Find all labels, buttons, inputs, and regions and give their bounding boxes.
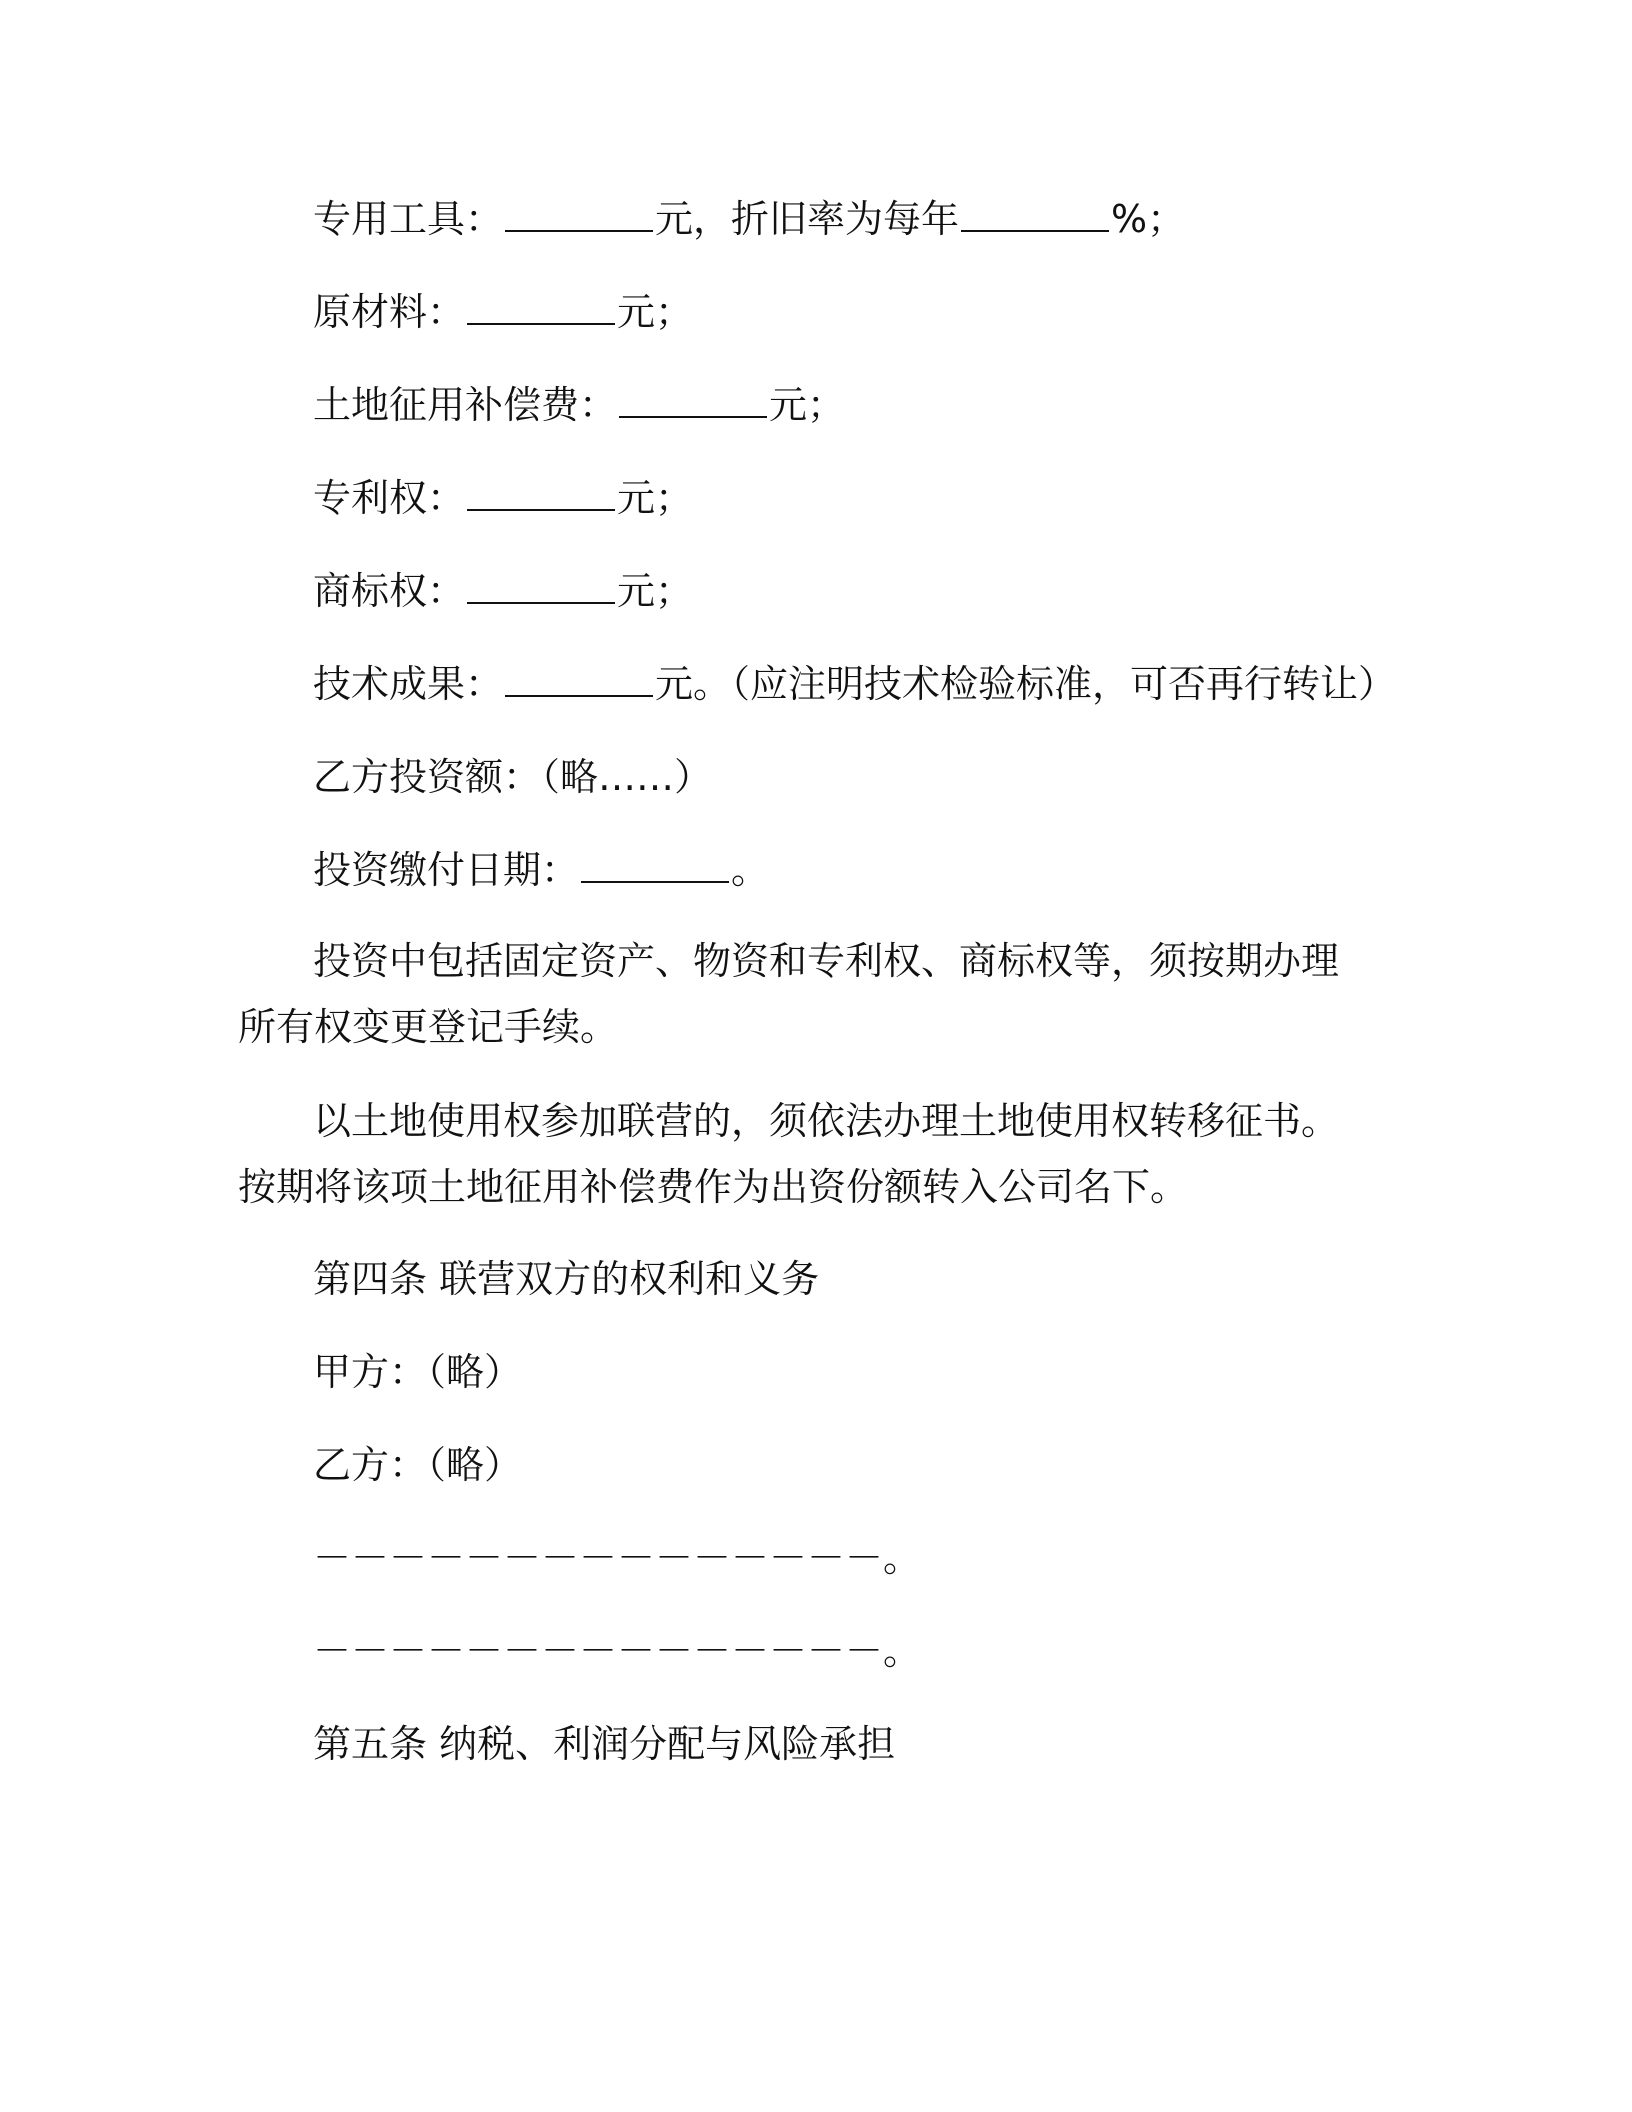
trademark-label: 商标权： <box>313 569 466 613</box>
party-b-line <box>313 1441 522 1489</box>
land-compensation-end: 元； <box>769 383 846 427</box>
dash-line-2 <box>313 1627 921 1675</box>
party-b-investment-text: 乙方投资额：（略……） <box>313 755 713 799</box>
dash-line-1-text: －－－－－－－－－－－－－－－。 <box>313 1536 922 1580</box>
patent-end: 元； <box>617 476 694 520</box>
article-4-title <box>313 1255 819 1303</box>
tech-results-label: 技术成果： <box>313 662 504 706</box>
party-a-text: 甲方：（略） <box>313 1350 523 1394</box>
article-4-title-text: 第四条 联营双方的权利和义务 <box>313 1257 820 1301</box>
party-a-line <box>313 1348 522 1396</box>
land-compensation-line <box>313 381 845 429</box>
depreciation-rate-blank <box>961 196 1109 232</box>
land-use-paragraph: 以土地使用权参加联营的，须依法办理土地使用权转移征书。按期将该项土地征用补偿费作为出资份额转入公司名下。 <box>238 1099 1340 1209</box>
payment-date-line <box>313 846 769 894</box>
assets-paragraph: 投资中包括固定资产、物资和专利权、商标权等，须按期办理所有权变更登记手续。 <box>238 939 1340 1049</box>
tech-results-line <box>313 660 1396 708</box>
payment-date-blank <box>581 847 729 883</box>
patent-label: 专利权： <box>313 476 466 520</box>
special-tools-line <box>313 195 1185 243</box>
article-5-title-text: 第五条 纳税、利润分配与风险承担 <box>313 1722 896 1766</box>
dash-line-1 <box>313 1534 921 1582</box>
raw-materials-blank <box>467 289 615 325</box>
special-tools-end: %； <box>1111 197 1186 241</box>
dash-line-2-text: －－－－－－－－－－－－－－－。 <box>313 1629 922 1673</box>
land-compensation-label: 土地征用补偿费： <box>313 383 618 427</box>
tech-results-blank <box>505 661 653 697</box>
trademark-line <box>313 567 693 615</box>
payment-date-label: 投资缴付日期： <box>313 848 580 892</box>
patent-line <box>313 474 693 522</box>
special-tools-amount-blank <box>505 196 653 232</box>
raw-materials-label: 原材料： <box>313 290 466 334</box>
tech-results-end: 元。（应注明技术检验标准，可否再行转让） <box>655 662 1397 706</box>
article-5-title <box>313 1720 895 1768</box>
trademark-end: 元； <box>617 569 694 613</box>
payment-date-end: 。 <box>731 848 770 892</box>
special-tools-unit: 元，折旧率为每年 <box>655 197 960 241</box>
special-tools-label: 专用工具： <box>313 197 504 241</box>
party-b-text: 乙方：（略） <box>313 1443 523 1487</box>
trademark-blank <box>467 568 615 604</box>
raw-materials-line <box>313 288 693 336</box>
party-b-investment-line <box>313 753 712 801</box>
land-compensation-blank <box>619 382 767 418</box>
patent-blank <box>467 475 615 511</box>
raw-materials-end: 元； <box>617 290 694 334</box>
